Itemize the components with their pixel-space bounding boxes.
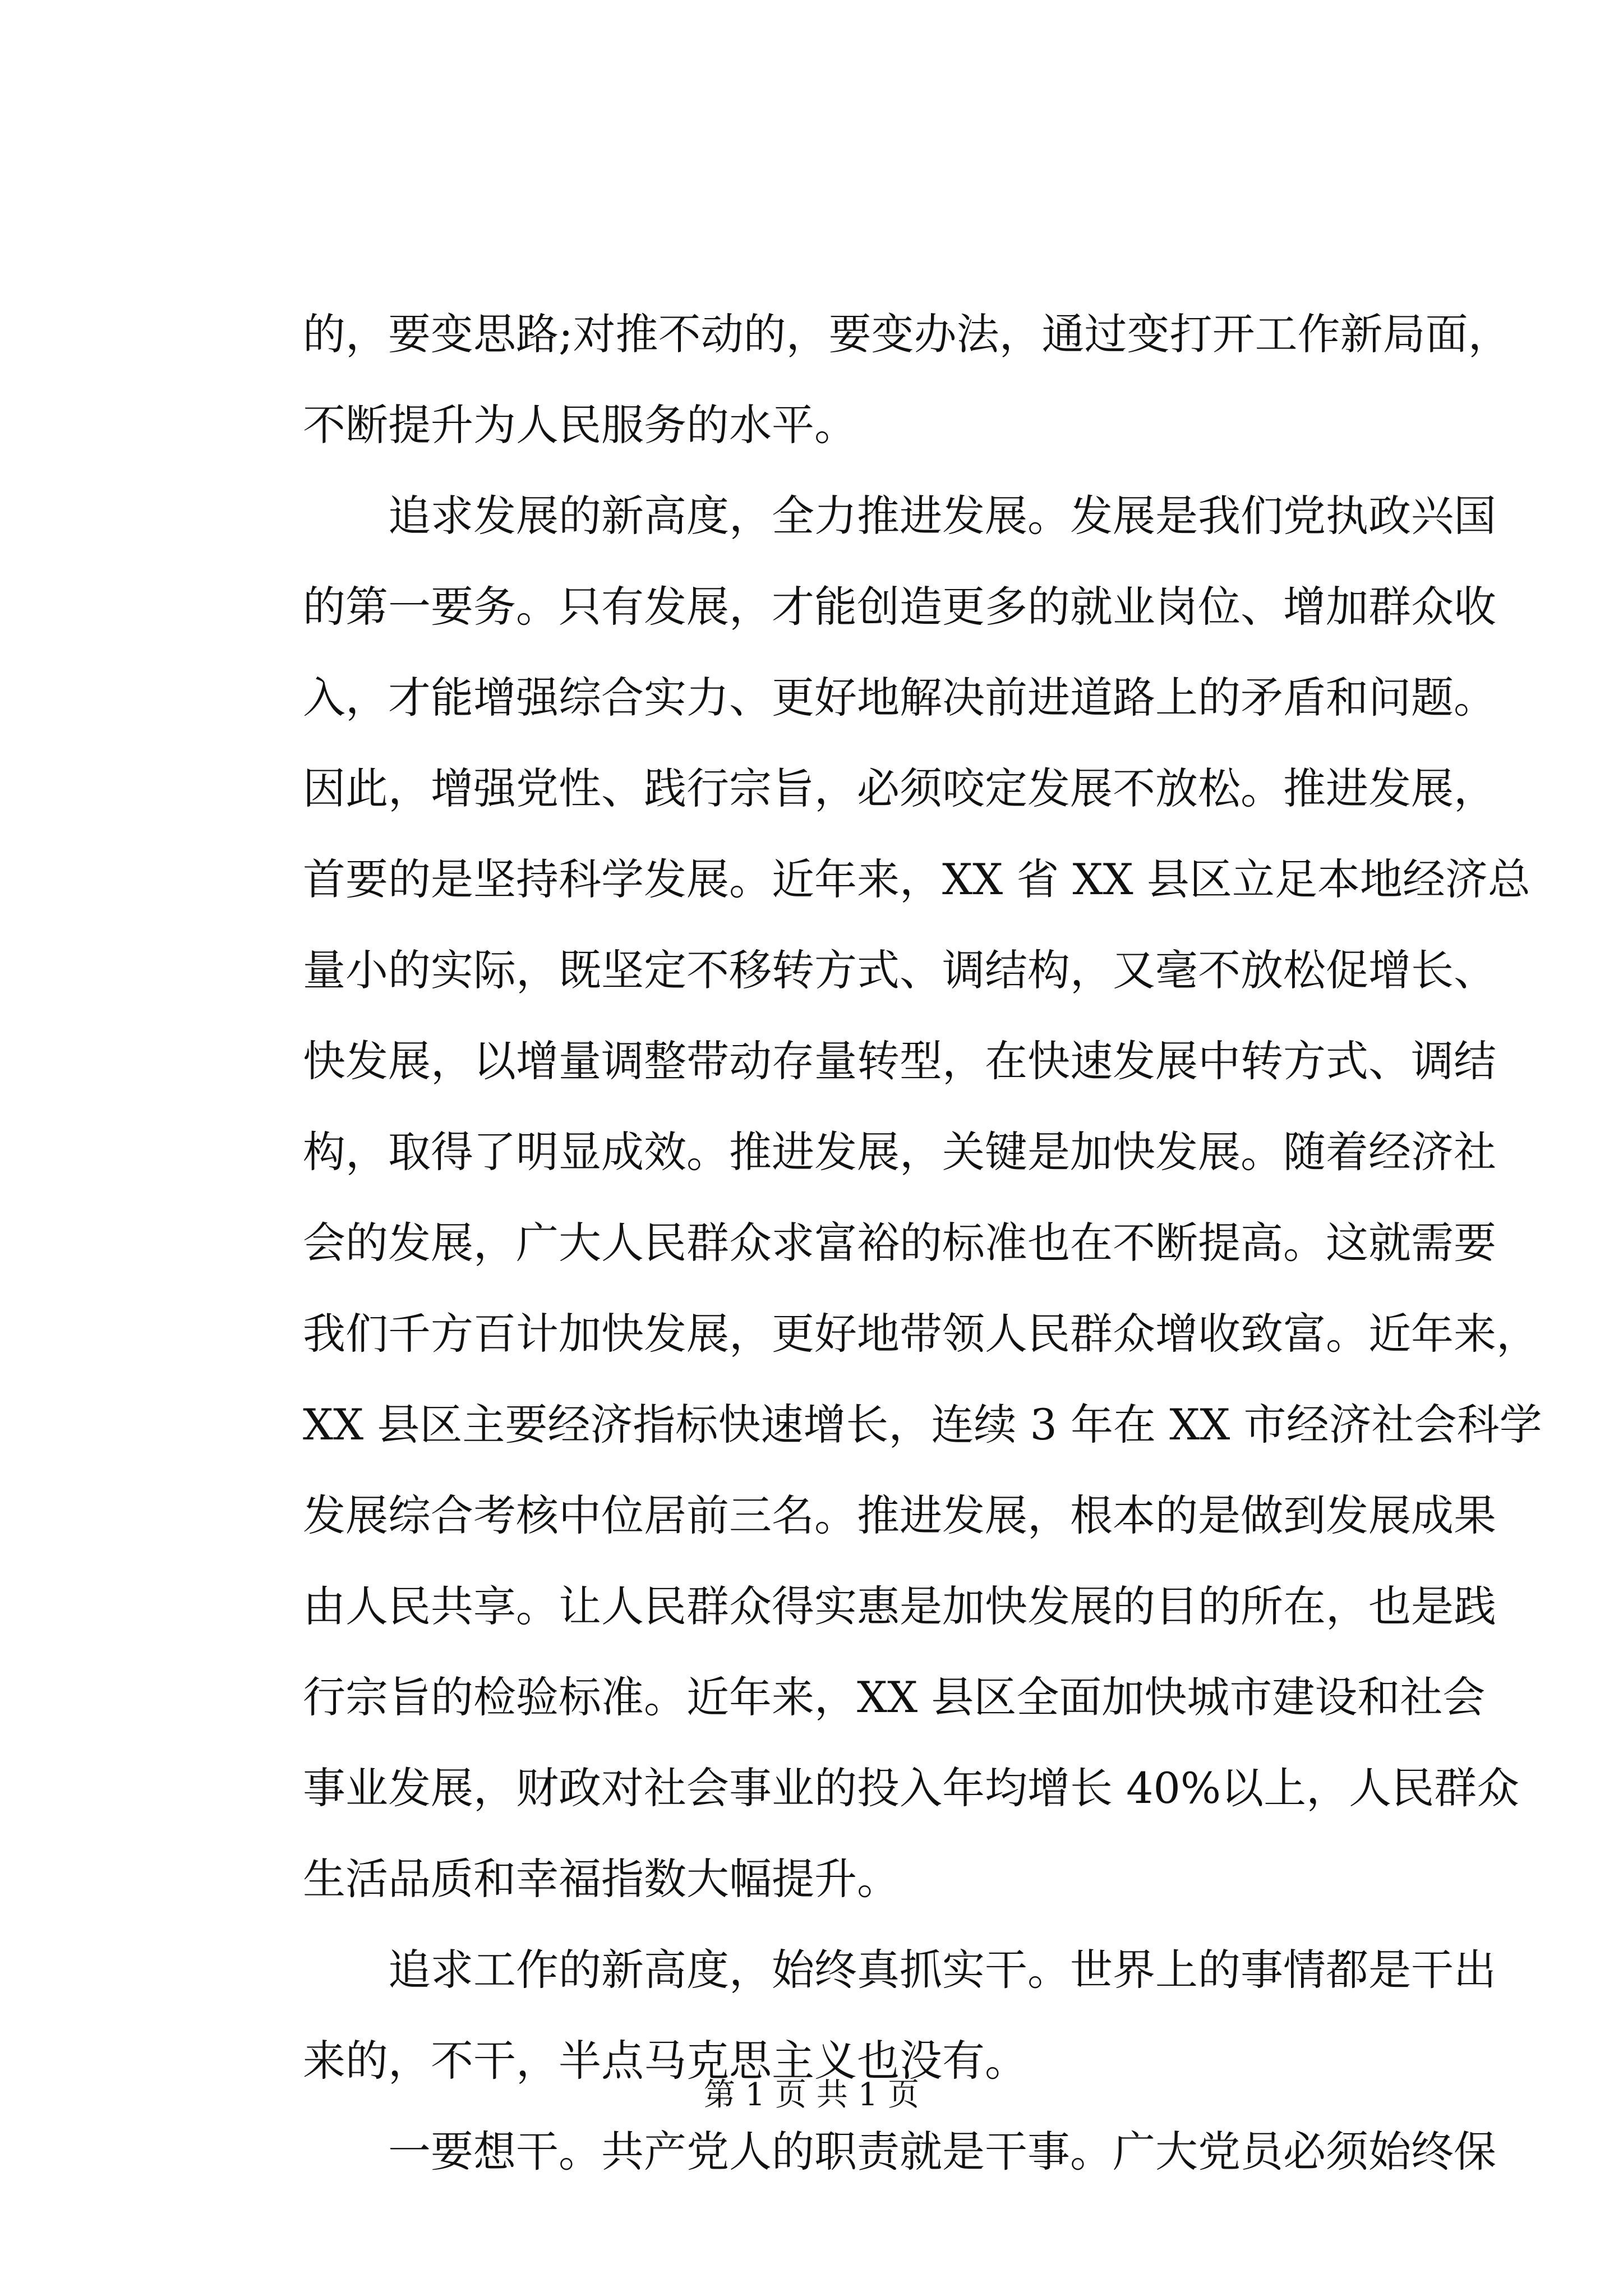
text-line: 来的，不干，半点马克思主义也没有。 xyxy=(303,2036,1027,2086)
text-line: 的第一要务。只有发展，才能创造更多的就业岗位、增加群众收 xyxy=(303,582,1496,632)
text-line: 入，才能增强综合实力、更好地解决前进道路上的矛盾和问题。 xyxy=(303,673,1496,723)
text-line: 会的发展，广大人民群众求富裕的标准也在不断提高。这就需要 xyxy=(303,1218,1496,1268)
text-line: 首要的是坚持科学发展。近年来，XX 省 XX 县区立足本地经济总 xyxy=(303,854,1530,904)
document-body xyxy=(303,289,1542,2197)
text-line: 量小的实际，既坚定不移转方式、调结构，又毫不放松促增长、 xyxy=(303,945,1496,995)
text-line: 由人民共享。让人民群众得实惠是加快发展的目的所在，也是践 xyxy=(303,1581,1496,1631)
text-line: 快发展，以增量调整带动存量转型，在快速发展中转方式、调结 xyxy=(303,1036,1496,1086)
text-line: XX 县区主要经济指标快速增长，连续 3 年在 XX 市经济社会科学 xyxy=(303,1400,1542,1450)
text-line: 追求工作的新高度，始终真抓实干。世界上的事情都是干出 xyxy=(303,1945,1496,1995)
text-line: 追求发展的新高度，全力推进发展。发展是我们党执政兴国 xyxy=(303,491,1496,541)
page-footer: 第 1 页 共 1 页 xyxy=(703,2077,920,2113)
text-line: 不断提升为人民服务的水平。 xyxy=(303,400,857,450)
text-line: 事业发展，财政对社会事业的投入年均增长 40%以上，人民群众 xyxy=(303,1763,1520,1813)
text-line: 构，取得了明显成效。推进发展，关键是加快发展。随着经济社 xyxy=(303,1127,1496,1177)
text-line: 生活品质和幸福指数大幅提升。 xyxy=(303,1854,900,1904)
text-line: 发展综合考核中位居前三名。推进发展，根本的是做到发展成果 xyxy=(303,1490,1496,1540)
text-line: 我们千方百计加快发展，更好地带领人民群众增收致富。近年来， xyxy=(303,1309,1539,1359)
text-line: 一要想干。共产党人的职责就是干事。广大党员必须始终保 xyxy=(303,2127,1496,2177)
text-line: 的，要变思路;对推不动的，要变办法，通过变打开工作新局面， xyxy=(303,309,1511,359)
text-line: 因此，增强党性、践行宗旨，必须咬定发展不放松。推进发展， xyxy=(303,763,1496,813)
text-line: 行宗旨的检验标准。近年来，XX 县区全面加快城市建设和社会 xyxy=(303,1672,1486,1722)
